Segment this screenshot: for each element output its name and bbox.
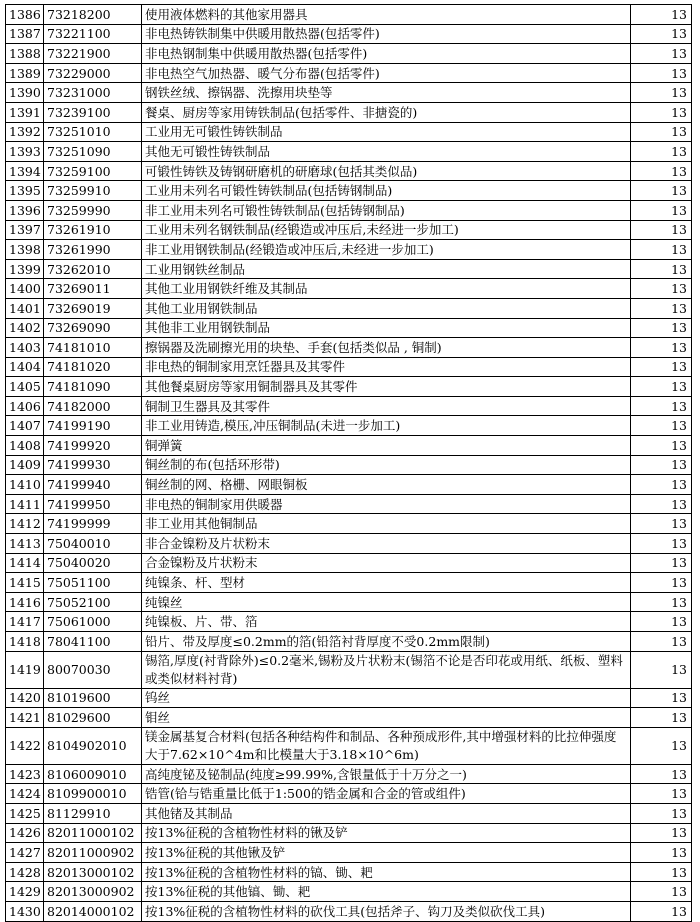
table-row — [6, 240, 692, 260]
row-number-cell: 1424 — [6, 784, 44, 804]
commodity-name-cell: 钨丝 — [142, 688, 631, 708]
commodity-name-cell: 擦锅器及洗刷擦光用的块垫、手套(包括类似品 , 铜制) — [142, 338, 631, 358]
row-number-cell: 1388 — [6, 44, 44, 64]
row-number-cell: 1405 — [6, 377, 44, 397]
commodity-code-cell: 74199930 — [44, 455, 142, 475]
commodity-name-cell: 使用液体燃料的其他家用器具 — [142, 5, 631, 25]
table-row — [6, 494, 692, 514]
tax-rate-cell: 13 — [631, 573, 692, 593]
table-row — [6, 396, 692, 416]
tax-rate-cell: 13 — [631, 44, 692, 64]
table-row — [6, 592, 692, 612]
row-number-cell: 1407 — [6, 416, 44, 436]
commodity-code-cell: 73269019 — [44, 298, 142, 318]
tax-rate-cell: 13 — [631, 24, 692, 44]
commodity-name-cell: 餐桌、厨房等家用铸铁制品(包括零件、非搪瓷的) — [142, 102, 631, 122]
table-row — [6, 63, 692, 83]
table-body — [6, 5, 692, 922]
row-number-cell: 1429 — [6, 882, 44, 902]
commodity-name-cell: 非工业用未列名可锻性铸铁制品(包括铸钢制品) — [142, 200, 631, 220]
commodity-name-cell: 高纯度铋及铋制品(纯度≥99.99%,含银量低于十万分之一) — [142, 764, 631, 784]
commodity-code-cell: 74199190 — [44, 416, 142, 436]
row-number-cell: 1406 — [6, 396, 44, 416]
table-row — [6, 708, 692, 728]
tax-rate-cell: 13 — [631, 83, 692, 103]
commodity-code-cell: 74199950 — [44, 494, 142, 514]
row-number-cell: 1404 — [6, 357, 44, 377]
tax-rate-cell: 13 — [631, 181, 692, 201]
tax-rate-cell: 13 — [631, 688, 692, 708]
row-number-cell: 1409 — [6, 455, 44, 475]
table-row — [6, 220, 692, 240]
commodity-name-cell: 铜丝制的网、格栅、网眼铜板 — [142, 475, 631, 495]
commodity-code-cell: 8109900010 — [44, 784, 142, 804]
commodity-code-cell: 73261910 — [44, 220, 142, 240]
tax-rate-cell: 13 — [631, 708, 692, 728]
row-number-cell: 1420 — [6, 688, 44, 708]
tax-rate-cell: 13 — [631, 632, 692, 652]
commodity-code-cell: 74181020 — [44, 357, 142, 377]
commodity-name-cell: 按13%征税的含植物性材料的砍伐工具(包括斧子、钩刀及类似砍伐工具) — [142, 901, 631, 921]
tax-rate-cell: 13 — [631, 220, 692, 240]
table-row — [6, 803, 692, 823]
table-row — [6, 377, 692, 397]
tax-rate-cell: 13 — [631, 200, 692, 220]
tax-rate-cell: 13 — [631, 102, 692, 122]
tax-rate-cell: 13 — [631, 764, 692, 784]
commodity-name-cell: 按13%征税的其他镐、锄、耙 — [142, 882, 631, 902]
row-number-cell: 1392 — [6, 122, 44, 142]
row-number-cell: 1417 — [6, 612, 44, 632]
commodity-code-cell: 74199999 — [44, 514, 142, 534]
table-row — [6, 651, 692, 688]
table-row — [6, 632, 692, 652]
commodity-name-cell: 铅片、带及厚度≤0.2mm的箔(铅箔衬背厚度不受0.2mm限制) — [142, 632, 631, 652]
table-row — [6, 83, 692, 103]
table-row — [6, 338, 692, 358]
table-row — [6, 475, 692, 495]
commodity-code-cell: 73218200 — [44, 5, 142, 25]
commodity-code-cell: 74182000 — [44, 396, 142, 416]
commodity-name-cell: 按13%征税的含植物性材料的锹及铲 — [142, 823, 631, 843]
table-row — [6, 901, 692, 921]
table-row — [6, 727, 692, 764]
commodity-code-cell: 73269090 — [44, 318, 142, 338]
table-row — [6, 102, 692, 122]
row-number-cell: 1390 — [6, 83, 44, 103]
row-number-cell: 1398 — [6, 240, 44, 260]
row-number-cell: 1410 — [6, 475, 44, 495]
commodity-name-cell: 铜丝制的布(包括环形带) — [142, 455, 631, 475]
commodity-code-cell: 80070030 — [44, 651, 142, 688]
row-number-cell: 1411 — [6, 494, 44, 514]
table-row — [6, 436, 692, 456]
commodity-name-cell: 非电热空气加热器、暖气分布器(包括零件) — [142, 63, 631, 83]
row-number-cell: 1387 — [6, 24, 44, 44]
commodity-code-cell: 73229000 — [44, 63, 142, 83]
tax-rate-cell: 13 — [631, 612, 692, 632]
commodity-code-cell: 73259990 — [44, 200, 142, 220]
tax-rate-cell: 13 — [631, 377, 692, 397]
tax-rate-cell: 13 — [631, 357, 692, 377]
commodity-code-cell: 81029600 — [44, 708, 142, 728]
table-row — [6, 843, 692, 863]
row-number-cell: 1422 — [6, 727, 44, 764]
commodity-code-cell: 73259910 — [44, 181, 142, 201]
commodity-code-cell: 82011000902 — [44, 843, 142, 863]
row-number-cell: 1418 — [6, 632, 44, 652]
tax-rate-cell: 13 — [631, 651, 692, 688]
commodity-name-cell: 铜制卫生器具及其零件 — [142, 396, 631, 416]
commodity-name-cell: 合金镍粉及片状粉末 — [142, 553, 631, 573]
tax-rate-cell: 13 — [631, 416, 692, 436]
table-row — [6, 764, 692, 784]
row-number-cell: 1413 — [6, 534, 44, 554]
row-number-cell: 1427 — [6, 843, 44, 863]
table-row — [6, 784, 692, 804]
row-number-cell: 1399 — [6, 259, 44, 279]
commodity-code-cell: 75052100 — [44, 592, 142, 612]
row-number-cell: 1402 — [6, 318, 44, 338]
row-number-cell: 1421 — [6, 708, 44, 728]
table-row — [6, 612, 692, 632]
table-row — [6, 5, 692, 25]
commodity-name-cell: 其他非工业用钢铁制品 — [142, 318, 631, 338]
table-row — [6, 181, 692, 201]
row-number-cell: 1393 — [6, 142, 44, 162]
table-row — [6, 882, 692, 902]
row-number-cell: 1389 — [6, 63, 44, 83]
commodity-name-cell: 非电热钢制集中供暖用散热器(包括零件) — [142, 44, 631, 64]
commodity-name-cell: 非合金镍粉及片状粉末 — [142, 534, 631, 554]
table-row — [6, 44, 692, 64]
row-number-cell: 1425 — [6, 803, 44, 823]
commodity-name-cell: 锆管(铪与锆重量比低于1:500的锆金属和合金的管或组件) — [142, 784, 631, 804]
tax-rate-cell: 13 — [631, 494, 692, 514]
tax-rate-cell: 13 — [631, 240, 692, 260]
row-number-cell: 1403 — [6, 338, 44, 358]
row-number-cell: 1414 — [6, 553, 44, 573]
commodity-code-cell: 73262010 — [44, 259, 142, 279]
commodity-name-cell: 纯镍条、杆、型材 — [142, 573, 631, 593]
commodity-name-cell: 非工业用铸造,模压,冲压铜制品(未进一步加工) — [142, 416, 631, 436]
tax-rate-cell: 13 — [631, 534, 692, 554]
commodity-code-cell: 75061000 — [44, 612, 142, 632]
row-number-cell: 1397 — [6, 220, 44, 240]
tax-rate-cell: 13 — [631, 803, 692, 823]
commodity-name-cell: 工业用无可锻性铸铁制品 — [142, 122, 631, 142]
commodity-name-cell: 非电热的铜制家用烹饪器具及其零件 — [142, 357, 631, 377]
row-number-cell: 1391 — [6, 102, 44, 122]
commodity-code-cell: 73259100 — [44, 161, 142, 181]
table-row — [6, 573, 692, 593]
commodity-code-cell: 74199920 — [44, 436, 142, 456]
tax-rate-cell: 13 — [631, 5, 692, 25]
commodity-name-cell: 锡箔,厚度(衬背除外)≤0.2毫米,锡粉及片状粉末(锡箔不论是否印花或用纸、纸板、塑料或类似材料衬背) — [142, 651, 631, 688]
commodity-code-cell: 75051100 — [44, 573, 142, 593]
table-row — [6, 259, 692, 279]
row-number-cell: 1416 — [6, 592, 44, 612]
table-row — [6, 823, 692, 843]
tax-rate-cell: 13 — [631, 553, 692, 573]
commodity-code-cell: 81019600 — [44, 688, 142, 708]
table-row — [6, 416, 692, 436]
row-number-cell: 1430 — [6, 901, 44, 921]
commodity-code-cell: 74181010 — [44, 338, 142, 358]
commodity-code-cell: 73231000 — [44, 83, 142, 103]
tax-rate-cell: 13 — [631, 882, 692, 902]
commodity-code-cell: 73269011 — [44, 279, 142, 299]
tax-rate-cell: 13 — [631, 475, 692, 495]
commodity-name-cell: 铜弹簧 — [142, 436, 631, 456]
tax-rate-cell: 13 — [631, 142, 692, 162]
table-row — [6, 455, 692, 475]
tax-rate-cell: 13 — [631, 843, 692, 863]
row-number-cell: 1428 — [6, 862, 44, 882]
commodity-name-cell: 其他无可锻性铸铁制品 — [142, 142, 631, 162]
tax-rate-cell: 13 — [631, 298, 692, 318]
commodity-code-cell: 82013000102 — [44, 862, 142, 882]
commodity-name-cell: 非电热的铜制家用供暖器 — [142, 494, 631, 514]
table-row — [6, 298, 692, 318]
commodity-code-cell: 82014000102 — [44, 901, 142, 921]
tax-rate-cell: 13 — [631, 161, 692, 181]
commodity-name-cell: 可锻性铸铁及铸钢研磨机的研磨球(包括其类似品) — [142, 161, 631, 181]
tax-rate-cell: 13 — [631, 396, 692, 416]
tax-rate-cell: 13 — [631, 455, 692, 475]
table-row — [6, 318, 692, 338]
tax-rate-cell: 13 — [631, 862, 692, 882]
table-row — [6, 357, 692, 377]
table-row — [6, 122, 692, 142]
table-row — [6, 279, 692, 299]
table-row — [6, 534, 692, 554]
commodity-name-cell: 非工业用钢铁制品(经锻造或冲压后,未经进一步加工) — [142, 240, 631, 260]
table-row — [6, 514, 692, 534]
row-number-cell: 1419 — [6, 651, 44, 688]
tax-rate-cell: 13 — [631, 122, 692, 142]
tax-rate-cell: 13 — [631, 279, 692, 299]
commodity-name-cell: 钼丝 — [142, 708, 631, 728]
commodity-code-cell: 73239100 — [44, 102, 142, 122]
row-number-cell: 1396 — [6, 200, 44, 220]
commodity-name-cell: 工业用未列名钢铁制品(经锻造或冲压后,未经进一步加工) — [142, 220, 631, 240]
commodity-name-cell: 非工业用其他铜制品 — [142, 514, 631, 534]
row-number-cell: 1401 — [6, 298, 44, 318]
commodity-code-cell: 75040010 — [44, 534, 142, 554]
tax-rate-cell: 13 — [631, 63, 692, 83]
commodity-name-cell: 纯镍丝 — [142, 592, 631, 612]
commodity-code-cell: 8106009010 — [44, 764, 142, 784]
row-number-cell: 1395 — [6, 181, 44, 201]
commodity-code-cell: 73251010 — [44, 122, 142, 142]
commodity-name-cell: 镁金属基复合材料(包括各种结构件和制品、各种预成形件,其中增强材料的比拉伸强度大于7.62×10^4m和比模量大于3.18×10^6m) — [142, 727, 631, 764]
commodity-code-cell: 73221900 — [44, 44, 142, 64]
commodity-code-cell: 75040020 — [44, 553, 142, 573]
commodity-name-cell: 工业用未列名可锻性铸铁制品(包括铸钢制品) — [142, 181, 631, 201]
commodity-name-cell: 按13%征税的其他锹及铲 — [142, 843, 631, 863]
commodity-code-cell: 78041100 — [44, 632, 142, 652]
commodity-code-cell: 73221100 — [44, 24, 142, 44]
commodity-code-cell: 73251090 — [44, 142, 142, 162]
commodity-code-cell: 81129910 — [44, 803, 142, 823]
commodity-name-cell: 钢铁丝绒、擦锅器、洗擦用块垫等 — [142, 83, 631, 103]
table-row — [6, 24, 692, 44]
tax-rate-cell: 13 — [631, 436, 692, 456]
commodity-code-cell: 8104902010 — [44, 727, 142, 764]
row-number-cell: 1386 — [6, 5, 44, 25]
commodity-code-cell: 73261990 — [44, 240, 142, 260]
commodity-name-cell: 其他工业用钢铁制品 — [142, 298, 631, 318]
tax-rate-cell: 13 — [631, 727, 692, 764]
commodity-name-cell: 其他工业用钢铁纤维及其制品 — [142, 279, 631, 299]
commodity-code-cell: 74181090 — [44, 377, 142, 397]
commodity-code-cell: 74199940 — [44, 475, 142, 495]
commodity-code-cell: 82013000902 — [44, 882, 142, 902]
table-row — [6, 688, 692, 708]
row-number-cell: 1408 — [6, 436, 44, 456]
row-number-cell: 1426 — [6, 823, 44, 843]
table-row — [6, 161, 692, 181]
commodity-name-cell: 纯镍板、片、带、箔 — [142, 612, 631, 632]
tariff-table-container — [5, 4, 692, 922]
row-number-cell: 1415 — [6, 573, 44, 593]
tax-rate-cell: 13 — [631, 784, 692, 804]
table-row — [6, 142, 692, 162]
tax-rate-cell: 13 — [631, 823, 692, 843]
row-number-cell: 1394 — [6, 161, 44, 181]
tax-rate-cell: 13 — [631, 592, 692, 612]
tax-rate-cell: 13 — [631, 514, 692, 534]
row-number-cell: 1412 — [6, 514, 44, 534]
tax-rate-cell: 13 — [631, 901, 692, 921]
tariff-table — [5, 4, 692, 922]
table-row — [6, 200, 692, 220]
table-row — [6, 862, 692, 882]
commodity-name-cell: 工业用钢铁丝制品 — [142, 259, 631, 279]
commodity-name-cell: 其他餐桌厨房等家用铜制器具及其零件 — [142, 377, 631, 397]
tax-rate-cell: 13 — [631, 259, 692, 279]
tax-rate-cell: 13 — [631, 338, 692, 358]
tax-rate-cell: 13 — [631, 318, 692, 338]
row-number-cell: 1423 — [6, 764, 44, 784]
commodity-name-cell: 非电热铸铁制集中供暖用散热器(包括零件) — [142, 24, 631, 44]
row-number-cell: 1400 — [6, 279, 44, 299]
commodity-name-cell: 其他锗及其制品 — [142, 803, 631, 823]
table-row — [6, 553, 692, 573]
commodity-code-cell: 82011000102 — [44, 823, 142, 843]
commodity-name-cell: 按13%征税的含植物性材料的镐、锄、耙 — [142, 862, 631, 882]
